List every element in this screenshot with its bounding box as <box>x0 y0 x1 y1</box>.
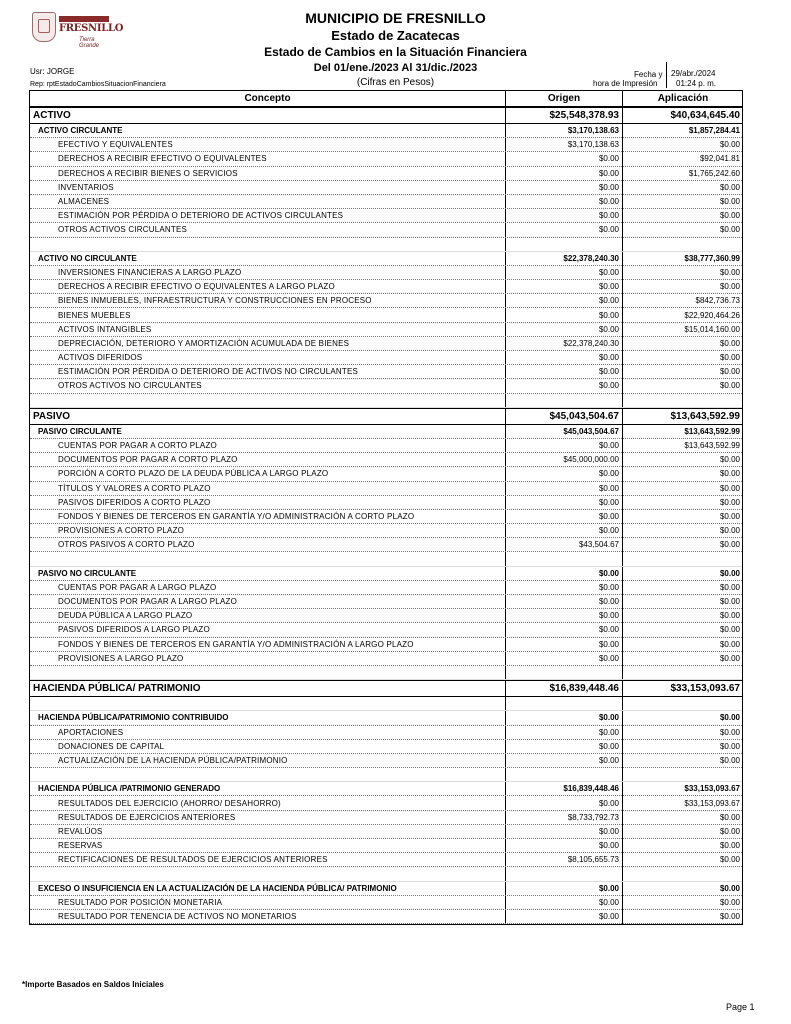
row-aplicacion: $0.00 <box>719 741 740 751</box>
table-row <box>30 811 742 825</box>
table-row <box>30 538 742 552</box>
row-origen: $16,839,448.46 <box>549 683 619 695</box>
row-origen: $0.00 <box>598 741 619 751</box>
spacer-row <box>30 666 742 680</box>
row-aplicacion: $0.00 <box>719 855 740 865</box>
table-row <box>30 496 742 510</box>
row-aplicacion: $842,736.73 <box>695 296 740 306</box>
row-aplicacion: $92,041.81 <box>699 154 740 164</box>
table-row <box>30 567 742 581</box>
table-row <box>30 581 742 595</box>
row-aplicacion: $0.00 <box>719 582 740 592</box>
row-origen: $45,043,504.67 <box>549 410 619 422</box>
row-origen: $0.00 <box>598 497 619 507</box>
table-row <box>30 181 742 195</box>
header-origen: Origen <box>547 93 581 104</box>
row-concept: EFECTIVO Y EQUIVALENTES <box>58 140 173 150</box>
row-origen: $0.00 <box>598 225 619 235</box>
table-row <box>30 482 742 496</box>
row-origen: $8,733,792.73 <box>567 812 619 822</box>
row-aplicacion: $13,643,592.99 <box>684 441 740 451</box>
header-aplicacion: Aplicación <box>657 93 709 104</box>
table-row <box>30 107 742 124</box>
table-row <box>30 408 742 425</box>
row-aplicacion: $0.00 <box>719 483 740 493</box>
row-concept: BIENES MUEBLES <box>58 310 131 320</box>
spacer-row <box>30 394 742 408</box>
row-concept: PASIVO <box>33 410 71 422</box>
row-origen: $0.00 <box>598 296 619 306</box>
row-origen: $0.00 <box>598 211 619 221</box>
row-origen: $0.00 <box>598 826 619 836</box>
row-origen: $0.00 <box>598 611 619 621</box>
row-aplicacion: $0.00 <box>719 338 740 348</box>
row-origen: $0.00 <box>598 282 619 292</box>
row-aplicacion: $0.00 <box>719 713 740 723</box>
row-aplicacion: $0.00 <box>719 625 740 635</box>
table-row <box>30 638 742 652</box>
row-concept: TÍTULOS Y VALORES A CORTO PLAZO <box>58 483 211 493</box>
table-row <box>30 740 742 754</box>
fecha-value: 29/abr./2024 <box>671 69 716 78</box>
row-concept: RESERVAS <box>58 841 103 851</box>
row-aplicacion: $22,920,464.26 <box>684 310 740 320</box>
table-row <box>30 882 742 896</box>
row-concept: APORTACIONES <box>58 727 124 737</box>
row-concept: RECTIFICACIONES DE RESULTADOS DE EJERCICIOS ANTERIORES <box>58 855 328 865</box>
row-origen: $43,504.67 <box>578 540 619 550</box>
row-origen: $0.00 <box>598 568 619 578</box>
table-row <box>30 209 742 223</box>
row-origen: $3,170,138.63 <box>567 126 619 136</box>
row-concept: PASIVOS DIFERIDOS A LARGO PLAZO <box>58 625 210 635</box>
row-concept: DOCUMENTOS POR PAGAR A CORTO PLAZO <box>58 455 238 465</box>
row-aplicacion: $40,634,645.40 <box>670 110 740 121</box>
table-row <box>30 595 742 609</box>
row-origen: $0.00 <box>598 755 619 765</box>
table-row <box>30 337 742 351</box>
row-origen: $0.00 <box>598 367 619 377</box>
row-aplicacion: $33,153,093.67 <box>670 683 740 695</box>
spacer-row <box>30 768 742 782</box>
row-aplicacion: $0.00 <box>719 211 740 221</box>
row-aplicacion: $0.00 <box>719 826 740 836</box>
table-row <box>30 853 742 867</box>
row-origen: $0.00 <box>598 798 619 808</box>
table-row <box>30 124 742 138</box>
row-aplicacion: $0.00 <box>719 197 740 207</box>
row-aplicacion: $13,643,592.99 <box>684 426 740 436</box>
row-concept: ACTUALIZACIÓN DE LA HACIENDA PÚBLICA/PATRIMONIO <box>58 755 288 765</box>
municipio-title: MUNICIPIO DE FRESNILLO <box>305 10 486 26</box>
table-row <box>30 680 742 697</box>
row-aplicacion: $1,857,284.41 <box>688 126 740 136</box>
row-aplicacion: $0.00 <box>719 367 740 377</box>
row-origen: $0.00 <box>598 310 619 320</box>
row-origen: $0.00 <box>598 883 619 893</box>
row-origen: $45,000,000.00 <box>563 455 619 465</box>
row-aplicacion: $38,777,360.99 <box>684 253 740 263</box>
table-row <box>30 623 742 637</box>
row-concept: DOCUMENTOS POR PAGAR A LARGO PLAZO <box>58 597 237 607</box>
row-origen: $0.00 <box>598 182 619 192</box>
row-origen: $0.00 <box>598 639 619 649</box>
table-row <box>30 524 742 538</box>
row-concept: DEUDA PÚBLICA A LARGO PLAZO <box>58 611 193 621</box>
row-concept: CUENTAS POR PAGAR A LARGO PLAZO <box>58 582 217 592</box>
row-origen: $0.00 <box>598 653 619 663</box>
row-origen: $0.00 <box>598 483 619 493</box>
table-row <box>30 510 742 524</box>
row-aplicacion: $0.00 <box>719 353 740 363</box>
row-concept: PASIVO CIRCULANTE <box>38 426 122 436</box>
table-row <box>30 453 742 467</box>
row-concept: ACTIVOS INTANGIBLES <box>58 324 152 334</box>
hora-label: hora de Impresión <box>593 79 658 88</box>
row-aplicacion: $33,153,093.67 <box>684 798 740 808</box>
row-origen: $0.00 <box>598 441 619 451</box>
row-concept: CUENTAS POR PAGAR A CORTO PLAZO <box>58 441 217 451</box>
row-aplicacion: $0.00 <box>719 812 740 822</box>
row-concept: OTROS ACTIVOS NO CIRCULANTES <box>58 381 202 391</box>
row-aplicacion: $0.00 <box>719 755 740 765</box>
table-row <box>30 152 742 166</box>
row-origen: $0.00 <box>598 353 619 363</box>
spacer-row <box>30 238 742 252</box>
row-origen: $0.00 <box>598 597 619 607</box>
cifras-subtitle: (Cifras en Pesos) <box>356 77 435 88</box>
table-body <box>30 107 742 924</box>
row-origen: $22,378,240.30 <box>563 338 619 348</box>
row-concept: PASIVO NO CIRCULANTE <box>38 568 137 578</box>
header-concepto: Concepto <box>244 93 291 104</box>
row-aplicacion: $15,014,160.00 <box>684 324 740 334</box>
table-row <box>30 754 742 768</box>
row-concept: FONDOS Y BIENES DE TERCEROS EN GARANTÍA Y/O ADMINISTRACIÓN A CORTO PLAZO <box>58 511 415 521</box>
row-aplicacion: $0.00 <box>719 497 740 507</box>
row-origen: $0.00 <box>598 469 619 479</box>
period-title: Del 01/ene./2023 Al 31/dic./2023 <box>313 62 478 74</box>
row-concept: OTROS PASIVOS A CORTO PLAZO <box>58 540 195 550</box>
table-row <box>30 609 742 623</box>
table-row <box>30 351 742 365</box>
row-aplicacion: $0.00 <box>719 267 740 277</box>
row-aplicacion: $0.00 <box>719 182 740 192</box>
financial-table <box>29 90 743 925</box>
row-concept: ESTIMACIÓN POR PÉRDIDA O DETERIORO DE ACTIVOS NO CIRCULANTES <box>58 367 359 377</box>
row-aplicacion: $1,765,242.60 <box>688 168 740 178</box>
table-row <box>30 138 742 152</box>
table-row <box>30 266 742 280</box>
row-concept: ALMACENES <box>58 197 110 207</box>
row-origen: $0.00 <box>598 511 619 521</box>
row-aplicacion: $0.00 <box>719 653 740 663</box>
table-row <box>30 379 742 393</box>
row-origen: $3,170,138.63 <box>567 140 619 150</box>
row-concept: RESULTADO POR POSICIÓN MONETARIA <box>58 897 223 907</box>
row-aplicacion: $0.00 <box>719 381 740 391</box>
row-origen: $0.00 <box>598 897 619 907</box>
table-row <box>30 195 742 209</box>
row-origen: $0.00 <box>598 912 619 922</box>
page-number: Page 1 <box>726 1002 755 1012</box>
row-concept: ACTIVO <box>33 110 71 121</box>
row-aplicacion: $0.00 <box>719 727 740 737</box>
table-row <box>30 825 742 839</box>
table-row <box>30 252 742 266</box>
row-aplicacion: $0.00 <box>719 540 740 550</box>
logo-tagline: Tierra Grande <box>79 37 100 49</box>
row-aplicacion: $0.00 <box>719 282 740 292</box>
footnote: *Importe Basados en Saldos Iniciales <box>22 980 164 989</box>
table-row <box>30 467 742 481</box>
row-origen: $0.00 <box>598 381 619 391</box>
table-row <box>30 294 742 308</box>
row-aplicacion: $33,153,093.67 <box>684 784 740 794</box>
row-concept: PASIVOS DIFERIDOS A CORTO PLAZO <box>58 497 211 507</box>
row-aplicacion: $0.00 <box>719 883 740 893</box>
row-concept: DERECHOS A RECIBIR EFECTIVO O EQUIVALENTES <box>58 154 267 164</box>
user-label: Usr: JORGE <box>30 67 75 76</box>
row-concept: DEPRECIACIÓN, DETERIORO Y AMORTIZACIÓN ACUMULADA DE BIENES <box>58 338 350 348</box>
row-origen: $0.00 <box>598 267 619 277</box>
row-concept: PORCIÓN A CORTO PLAZO DE LA DEUDA PÚBLICA A LARGO PLAZO <box>58 469 329 479</box>
row-origen: $0.00 <box>598 154 619 164</box>
row-concept: RESULTADOS DE EJERCICIOS ANTERIORES <box>58 812 236 822</box>
table-row <box>30 782 742 796</box>
row-aplicacion: $0.00 <box>719 225 740 235</box>
table-row <box>30 308 742 322</box>
row-origen: $45,043,504.67 <box>563 426 619 436</box>
row-concept: HACIENDA PÚBLICA/PATRIMONIO CONTRIBUIDO <box>38 713 229 723</box>
row-concept: DERECHOS A RECIBIR BIENES O SERVICIOS <box>58 168 238 178</box>
row-aplicacion: $0.00 <box>719 511 740 521</box>
logo-name: FRESNILLO <box>59 23 124 34</box>
row-origen: $25,548,378.93 <box>549 110 619 121</box>
spacer-row <box>30 697 742 711</box>
table-header-row <box>30 91 742 107</box>
table-row <box>30 910 742 924</box>
fecha-label: Fecha y <box>634 70 663 79</box>
table-row <box>30 439 742 453</box>
row-aplicacion: $0.00 <box>719 639 740 649</box>
row-aplicacion: $0.00 <box>719 897 740 907</box>
row-concept: PROVISIONES A CORTO PLAZO <box>58 526 185 536</box>
table-row <box>30 726 742 740</box>
row-origen: $0.00 <box>598 197 619 207</box>
row-aplicacion: $0.00 <box>719 469 740 479</box>
row-aplicacion: $0.00 <box>719 841 740 851</box>
row-aplicacion: $0.00 <box>719 611 740 621</box>
table-row <box>30 896 742 910</box>
table-row <box>30 711 742 725</box>
table-row <box>30 839 742 853</box>
fecha-separator <box>666 62 667 88</box>
table-row <box>30 223 742 237</box>
estado-title: Estado de Zacatecas <box>331 28 460 43</box>
row-origen: $0.00 <box>598 713 619 723</box>
row-origen: $0.00 <box>598 526 619 536</box>
spacer-row <box>30 867 742 881</box>
row-concept: BIENES INMUEBLES, INFRAESTRUCTURA Y CONSTRUCCIONES EN PROCESO <box>58 296 372 306</box>
row-aplicacion: $0.00 <box>719 568 740 578</box>
hora-value: 01:24 p. m. <box>676 79 717 88</box>
row-aplicacion: $0.00 <box>719 912 740 922</box>
row-concept: DONACIONES DE CAPITAL <box>58 741 165 751</box>
row-concept: HACIENDA PÚBLICA /PATRIMONIO GENERADO <box>38 784 221 794</box>
table-row <box>30 280 742 294</box>
row-concept: ACTIVO CIRCULANTE <box>38 126 123 136</box>
row-origen: $8,105,655.73 <box>567 855 619 865</box>
row-origen: $16,839,448.46 <box>563 784 619 794</box>
table-row <box>30 167 742 181</box>
row-concept: ACTIVOS DIFERIDOS <box>58 353 143 363</box>
row-concept: DERECHOS A RECIBIR EFECTIVO O EQUIVALENTES A LARGO PLAZO <box>58 282 335 292</box>
table-row <box>30 365 742 379</box>
row-aplicacion: $0.00 <box>719 455 740 465</box>
report-title: Estado de Cambios en la Situación Financiera <box>264 45 527 59</box>
row-origen: $0.00 <box>598 625 619 635</box>
table-row <box>30 652 742 666</box>
row-origen: $22,378,240.30 <box>563 253 619 263</box>
row-concept: HACIENDA PÚBLICA/ PATRIMONIO <box>33 683 201 695</box>
report-id-label: Rep: rptEstadoCambiosSituacionFinanciera <box>30 81 166 88</box>
table-row <box>30 425 742 439</box>
row-concept: RESULTADOS DEL EJERCICIO (AHORRO/ DESAHORRO) <box>58 798 281 808</box>
row-origen: $0.00 <box>598 727 619 737</box>
row-concept: RESULTADO POR TENENCIA DE ACTIVOS NO MONETARIOS <box>58 912 297 922</box>
row-origen: $0.00 <box>598 582 619 592</box>
row-aplicacion: $0.00 <box>719 526 740 536</box>
row-concept: ESTIMACIÓN POR PÉRDIDA O DETERIORO DE ACTIVOS CIRCULANTES <box>58 211 344 221</box>
row-aplicacion: $13,643,592.99 <box>670 410 740 422</box>
row-concept: FONDOS Y BIENES DE TERCEROS EN GARANTÍA Y/O ADMINISTRACIÓN A LARGO PLAZO <box>58 639 414 649</box>
spacer-row <box>30 552 742 566</box>
row-origen: $0.00 <box>598 841 619 851</box>
row-concept: OTROS ACTIVOS CIRCULANTES <box>58 225 188 235</box>
row-concept: EXCESO O INSUFICIENCIA EN LA ACTUALIZACIÓN DE LA HACIENDA PÚBLICA/ PATRIMONIO <box>38 883 397 893</box>
row-concept: PROVISIONES A LARGO PLAZO <box>58 653 184 663</box>
row-aplicacion: $0.00 <box>719 597 740 607</box>
table-row <box>30 796 742 810</box>
row-origen: $0.00 <box>598 324 619 334</box>
row-concept: INVENTARIOS <box>58 182 114 192</box>
row-concept: ACTIVO NO CIRCULANTE <box>38 253 137 263</box>
row-origen: $0.00 <box>598 168 619 178</box>
row-aplicacion: $0.00 <box>719 140 740 150</box>
row-concept: REVALÚOS <box>58 826 103 836</box>
row-concept: INVERSIONES FINANCIERAS A LARGO PLAZO <box>58 267 242 277</box>
table-row <box>30 323 742 337</box>
